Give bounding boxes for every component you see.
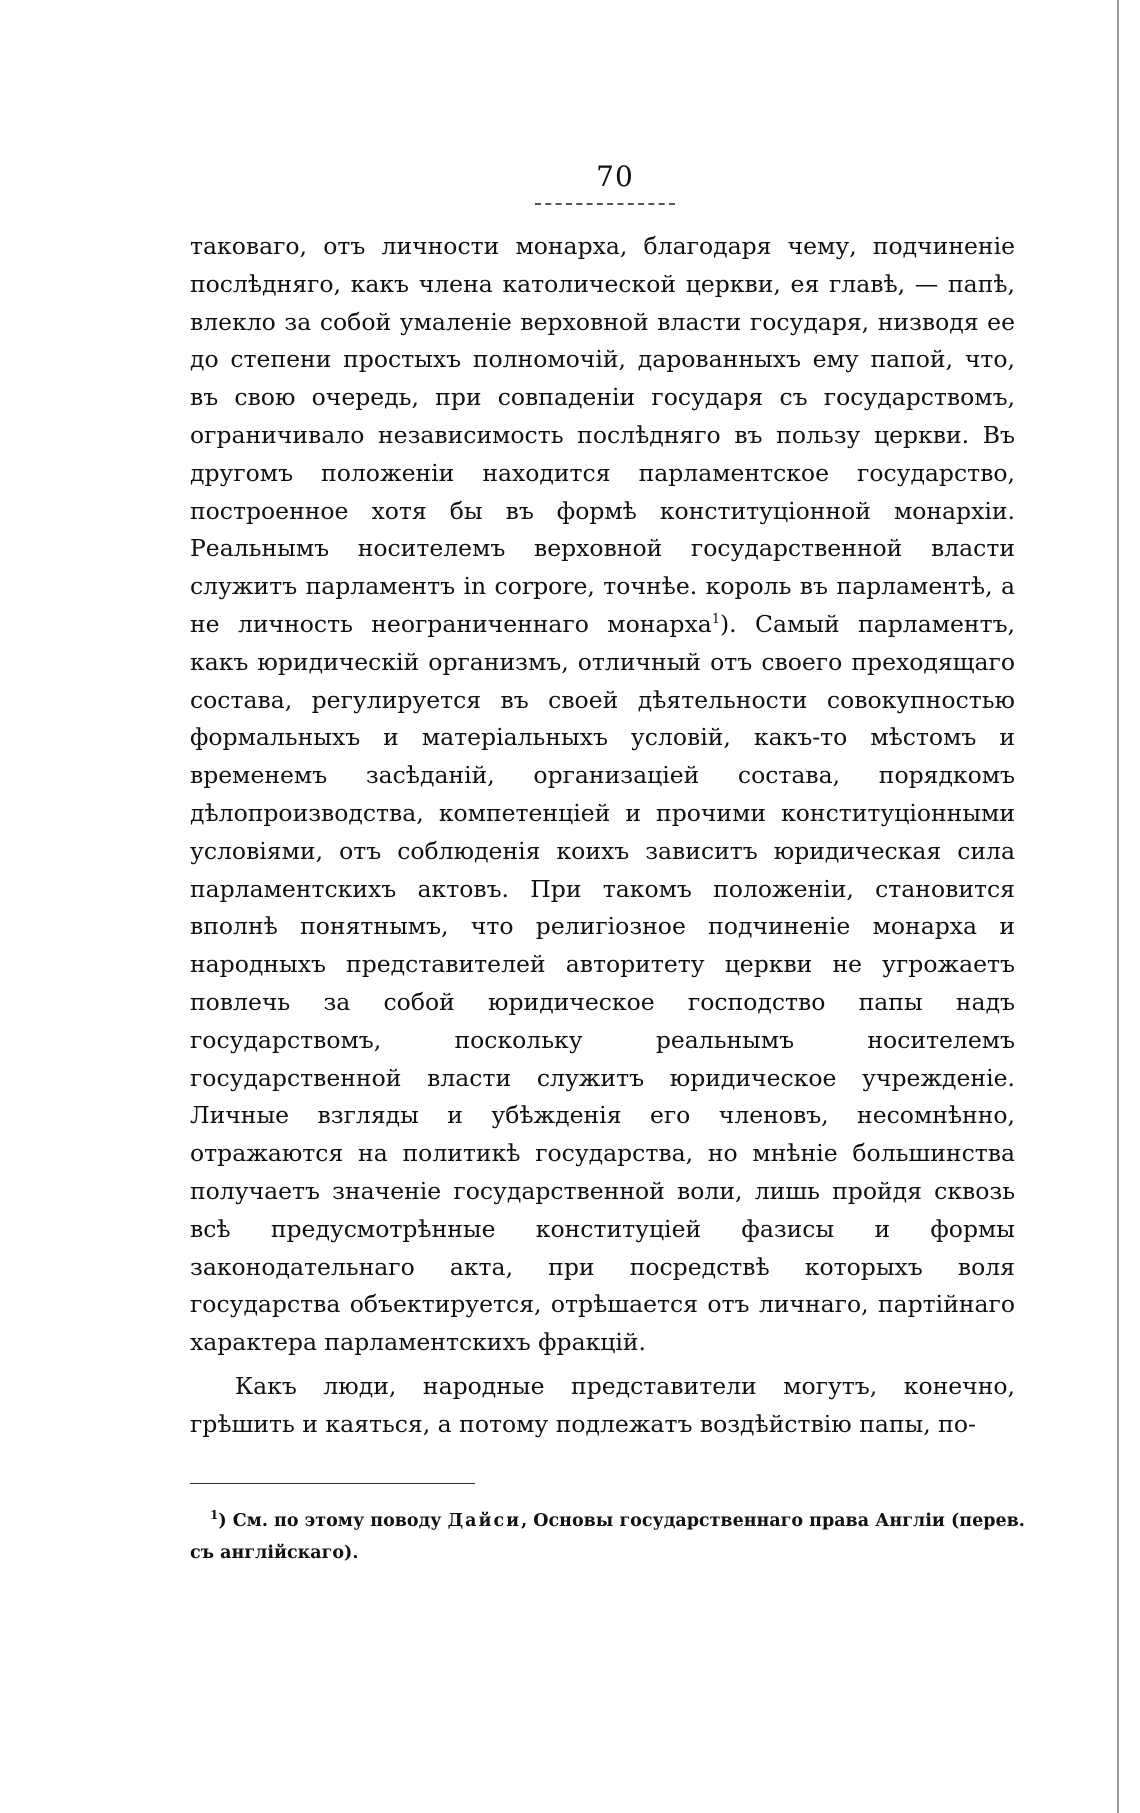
main-text bbox=[190, 228, 1015, 1444]
page-edge-line bbox=[1117, 0, 1119, 1813]
paragraph-2: Какъ люди, народные представители могутъ, конечно, грѣшить и каяться, а потому подлежатъ воздѣйствію папы, по- bbox=[190, 1371, 1015, 1438]
footnote-mark: 1 bbox=[210, 1508, 219, 1523]
page-number: 70 bbox=[596, 160, 634, 193]
paragraph-1-part-a: таковаго, отъ личности монарха, благодаря чему, подчиненіе послѣдняго, какъ члена католической церкви, ея главѣ, — папѣ, влекло за собой умаленіе верховной власти государя, низводя ее до степени простыхъ полномочій, дарованныхъ ему папой, что, въ свою очередь, при совпаденіи государя съ государствомъ, ограничивало независимость послѣдняго въ пользу церкви. Въ другомъ положеніи находится парламентское государство, построенное хотя бы въ формѣ конституціонной монархіи. Реальнымъ носителемъ верховной государственной власти служитъ парламентъ in corpore, точнѣе. король въ парламентѣ, а не личность неограниченнаго монарха bbox=[190, 232, 1015, 638]
footnote-text-a: ) См. по этому поводу bbox=[218, 1511, 448, 1531]
footnote-author: Дайси bbox=[447, 1511, 522, 1531]
paragraph-1 bbox=[190, 228, 1015, 1362]
footnote bbox=[190, 1505, 1025, 1569]
footnote-text-b: , Основы государственнаго права Англіи (перев. съ англійскаго). bbox=[190, 1511, 1025, 1563]
paragraph-1-part-b: ). Самый парламентъ, какъ юридическій организмъ, отличный отъ своего преходящаго состава, регулируется въ своей дѣятельности совокупностью формальныхъ и матеріальныхъ условій, какъ-то мѣстомъ и временемъ засѣданій, организаціей состава, порядкомъ дѣлопроизводства, компетенціей и прочими конституціонными условіями, отъ соблюденія коихъ зависитъ юридическая сила парламентскихъ актовъ. При такомъ положеніи, становится вполнѣ понятнымъ, что религіозное подчиненіе монарха и народныхъ представителей авторитету церкви не угрожаетъ повлечь за собой юридическое господство папы надъ государствомъ, поскольку реальнымъ носителемъ государственной власти служитъ юридическое учрежденіе. Личные взгляды и убѣжденія его членовъ, несомнѣнно, отражаются на политикѣ государства, но мнѣніе большинства получаетъ значеніе государственной воли, лишь пройдя сквозь всѣ предусмотрѣнные конституціей фазисы и формы законодательнаго акта, при посредствѣ которыхъ воля государства объектируется, отрѣшается отъ личнаго, партійнаго характера парламентскихъ фракцій. bbox=[190, 609, 1015, 1357]
footnote-separator bbox=[190, 1483, 475, 1484]
page-number-underline bbox=[535, 203, 675, 205]
footnote-reference[interactable]: 1 bbox=[711, 612, 720, 628]
